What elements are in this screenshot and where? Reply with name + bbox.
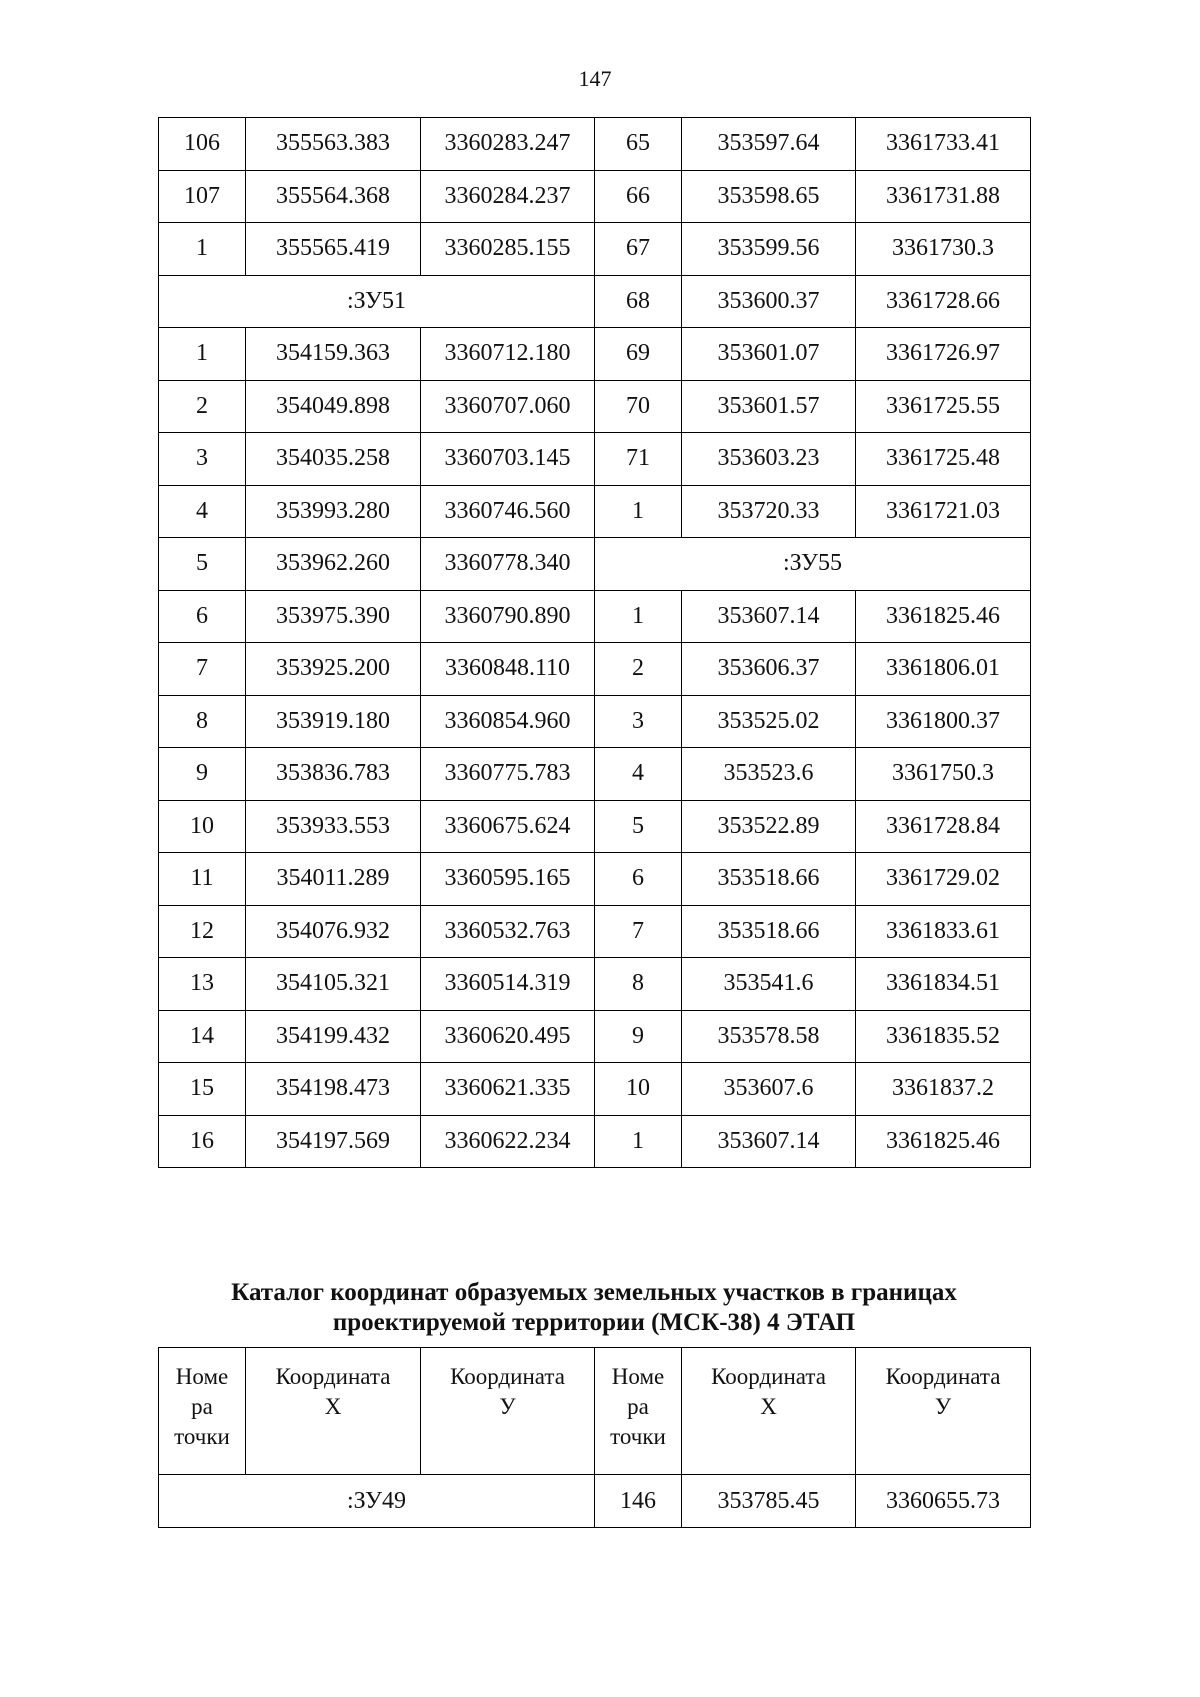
table-row [159, 590, 1031, 643]
point-number-cell: 7 [595, 905, 682, 958]
header-point-number: Номе ра точки [159, 1348, 246, 1475]
coordinate-x-cell: 354197.569 [246, 1115, 421, 1168]
coordinate-y-cell: 3361837.2 [856, 1063, 1031, 1116]
table-row [159, 170, 1031, 223]
coordinate-y-cell: 3361725.48 [856, 433, 1031, 486]
header-point-number: Номе ра точки [595, 1348, 682, 1475]
coordinate-y-cell: 3360284.237 [421, 170, 595, 223]
point-number-cell: 3 [595, 695, 682, 748]
point-number-cell: 70 [595, 380, 682, 433]
coordinate-x-cell: 354199.432 [246, 1010, 421, 1063]
table-row [159, 328, 1031, 381]
table-row [159, 748, 1031, 801]
point-number-cell: 3 [159, 433, 246, 486]
point-number-cell: 8 [595, 958, 682, 1011]
table-header-row [159, 1348, 1031, 1475]
coordinate-x-cell: 354105.321 [246, 958, 421, 1011]
point-number-cell: 16 [159, 1115, 246, 1168]
point-number-cell: 9 [159, 748, 246, 801]
coordinate-x-cell: 353598.65 [682, 170, 856, 223]
coordinate-y-cell: 3361825.46 [856, 590, 1031, 643]
coordinate-x-cell: 353925.200 [246, 643, 421, 696]
table-row [159, 1010, 1031, 1063]
point-number-cell: 10 [159, 800, 246, 853]
point-number-cell: 1 [595, 1115, 682, 1168]
coordinate-y-cell: 3361800.37 [856, 695, 1031, 748]
coordinate-x-cell: 354011.289 [246, 853, 421, 906]
table-row [159, 380, 1031, 433]
coordinate-x-cell: 353523.6 [682, 748, 856, 801]
point-number-cell: 146 [595, 1475, 682, 1528]
coordinate-y-cell: 3361728.84 [856, 800, 1031, 853]
catalog-title: Каталог координат образуемых земельных участков в границах проектируемой территории (МСК-38) 4 ЭТАП [231, 1279, 957, 1336]
coordinate-x-cell: 355564.368 [246, 170, 421, 223]
point-number-cell: 69 [595, 328, 682, 381]
coordinate-y-cell: 3361825.46 [856, 1115, 1031, 1168]
coordinate-y-cell: 3360746.560 [421, 485, 595, 538]
coordinate-x-cell: 353836.783 [246, 748, 421, 801]
coordinate-y-cell: 3360703.145 [421, 433, 595, 486]
point-number-cell: 65 [595, 118, 682, 171]
coordinate-y-cell: 3361721.03 [856, 485, 1031, 538]
point-number-cell: 2 [159, 380, 246, 433]
table-row [159, 223, 1031, 276]
coordinate-y-cell: 3361833.61 [856, 905, 1031, 958]
header-coordinate-x: Координата Х [246, 1348, 421, 1475]
coordinate-y-cell: 3361725.55 [856, 380, 1031, 433]
coordinate-x-cell: 355565.419 [246, 223, 421, 276]
point-number-cell: 1 [159, 328, 246, 381]
coordinate-y-cell: 3360622.234 [421, 1115, 595, 1168]
section-label-cell: :ЗУ49 [159, 1475, 595, 1528]
coordinate-x-cell: 353607.14 [682, 590, 856, 643]
coordinate-y-cell: 3360514.319 [421, 958, 595, 1011]
coordinate-y-cell: 3360775.783 [421, 748, 595, 801]
table-row [159, 853, 1031, 906]
header-coordinate-y: Координата У [421, 1348, 595, 1475]
table-row [159, 433, 1031, 486]
coordinate-x-cell: 353541.6 [682, 958, 856, 1011]
coordinate-x-cell: 353522.89 [682, 800, 856, 853]
coordinate-y-cell: 3360285.155 [421, 223, 595, 276]
coordinate-x-cell: 354076.932 [246, 905, 421, 958]
coordinate-y-cell: 3361733.41 [856, 118, 1031, 171]
coordinate-y-cell: 3360778.340 [421, 538, 595, 591]
section-label-cell: :ЗУ51 [159, 275, 595, 328]
point-number-cell: 14 [159, 1010, 246, 1063]
coordinate-x-cell: 353601.07 [682, 328, 856, 381]
table-row [159, 275, 1031, 328]
coordinate-x-cell: 353603.23 [682, 433, 856, 486]
point-number-cell: 1 [595, 590, 682, 643]
table-row [159, 695, 1031, 748]
coordinate-x-cell: 353518.66 [682, 853, 856, 906]
coordinate-x-cell: 353606.37 [682, 643, 856, 696]
coordinate-x-cell: 355563.383 [246, 118, 421, 171]
section-label-cell: :ЗУ55 [595, 538, 1031, 591]
point-number-cell: 106 [159, 118, 246, 171]
point-number-cell: 9 [595, 1010, 682, 1063]
table-row [159, 118, 1031, 171]
coordinate-y-cell: 3361835.52 [856, 1010, 1031, 1063]
table-row [159, 1115, 1031, 1168]
point-number-cell: 12 [159, 905, 246, 958]
point-number-cell: 6 [595, 853, 682, 906]
coordinate-x-cell: 354035.258 [246, 433, 421, 486]
coordinates-table-top [158, 117, 1031, 1168]
coordinate-y-cell: 3361806.01 [856, 643, 1031, 696]
point-number-cell: 1 [159, 223, 246, 276]
coordinate-y-cell: 3360848.110 [421, 643, 595, 696]
coordinate-x-cell: 354049.898 [246, 380, 421, 433]
page-number: 147 [578, 66, 612, 91]
coordinate-y-cell: 3361730.3 [856, 223, 1031, 276]
coordinate-y-cell: 3360675.624 [421, 800, 595, 853]
table-row [159, 958, 1031, 1011]
coordinate-y-cell: 3361731.88 [856, 170, 1031, 223]
coordinate-x-cell: 353975.390 [246, 590, 421, 643]
point-number-cell: 13 [159, 958, 246, 1011]
point-number-cell: 68 [595, 275, 682, 328]
header-coordinate-y: Координата У [856, 1348, 1031, 1475]
coordinate-y-cell: 3360655.73 [856, 1475, 1031, 1528]
coordinate-x-cell: 353599.56 [682, 223, 856, 276]
coordinate-y-cell: 3360595.165 [421, 853, 595, 906]
point-number-cell: 15 [159, 1063, 246, 1116]
coordinate-y-cell: 3361728.66 [856, 275, 1031, 328]
point-number-cell: 2 [595, 643, 682, 696]
coordinate-x-cell: 353993.280 [246, 485, 421, 538]
table-row [159, 800, 1031, 853]
coordinate-y-cell: 3360621.335 [421, 1063, 595, 1116]
coordinate-x-cell: 353525.02 [682, 695, 856, 748]
coordinate-x-cell: 353597.64 [682, 118, 856, 171]
table-row [159, 643, 1031, 696]
coordinate-x-cell: 354159.363 [246, 328, 421, 381]
coordinate-y-cell: 3360790.890 [421, 590, 595, 643]
point-number-cell: 10 [595, 1063, 682, 1116]
coordinate-x-cell: 353919.180 [246, 695, 421, 748]
coordinate-x-cell: 353601.57 [682, 380, 856, 433]
coordinates-table-bottom [158, 1347, 1031, 1528]
coordinate-x-cell: 353962.260 [246, 538, 421, 591]
coordinate-x-cell: 353785.45 [682, 1475, 856, 1528]
header-coordinate-x: Координата Х [682, 1348, 856, 1475]
coordinate-x-cell: 353600.37 [682, 275, 856, 328]
point-number-cell: 5 [159, 538, 246, 591]
coordinate-y-cell: 3360283.247 [421, 118, 595, 171]
point-number-cell: 71 [595, 433, 682, 486]
point-number-cell: 11 [159, 853, 246, 906]
coordinate-x-cell: 353578.58 [682, 1010, 856, 1063]
point-number-cell: 4 [159, 485, 246, 538]
table-row [159, 1063, 1031, 1116]
point-number-cell: 5 [595, 800, 682, 853]
coordinate-y-cell: 3361726.97 [856, 328, 1031, 381]
coordinate-x-cell: 354198.473 [246, 1063, 421, 1116]
point-number-cell: 7 [159, 643, 246, 696]
coordinate-y-cell: 3360532.763 [421, 905, 595, 958]
coordinate-y-cell: 3361750.3 [856, 748, 1031, 801]
coordinate-y-cell: 3361729.02 [856, 853, 1031, 906]
table-row [159, 1475, 1031, 1528]
point-number-cell: 8 [159, 695, 246, 748]
coordinate-y-cell: 3360707.060 [421, 380, 595, 433]
coordinate-y-cell: 3360620.495 [421, 1010, 595, 1063]
table-row [159, 905, 1031, 958]
coordinate-x-cell: 353607.6 [682, 1063, 856, 1116]
table-row [159, 538, 1031, 591]
coordinate-y-cell: 3360712.180 [421, 328, 595, 381]
point-number-cell: 1 [595, 485, 682, 538]
table-row [159, 485, 1031, 538]
point-number-cell: 4 [595, 748, 682, 801]
coordinate-x-cell: 353933.553 [246, 800, 421, 853]
coordinate-y-cell: 3360854.960 [421, 695, 595, 748]
point-number-cell: 6 [159, 590, 246, 643]
coordinate-y-cell: 3361834.51 [856, 958, 1031, 1011]
coordinate-x-cell: 353607.14 [682, 1115, 856, 1168]
point-number-cell: 107 [159, 170, 246, 223]
coordinate-x-cell: 353518.66 [682, 905, 856, 958]
point-number-cell: 66 [595, 170, 682, 223]
coordinate-x-cell: 353720.33 [682, 485, 856, 538]
point-number-cell: 67 [595, 223, 682, 276]
